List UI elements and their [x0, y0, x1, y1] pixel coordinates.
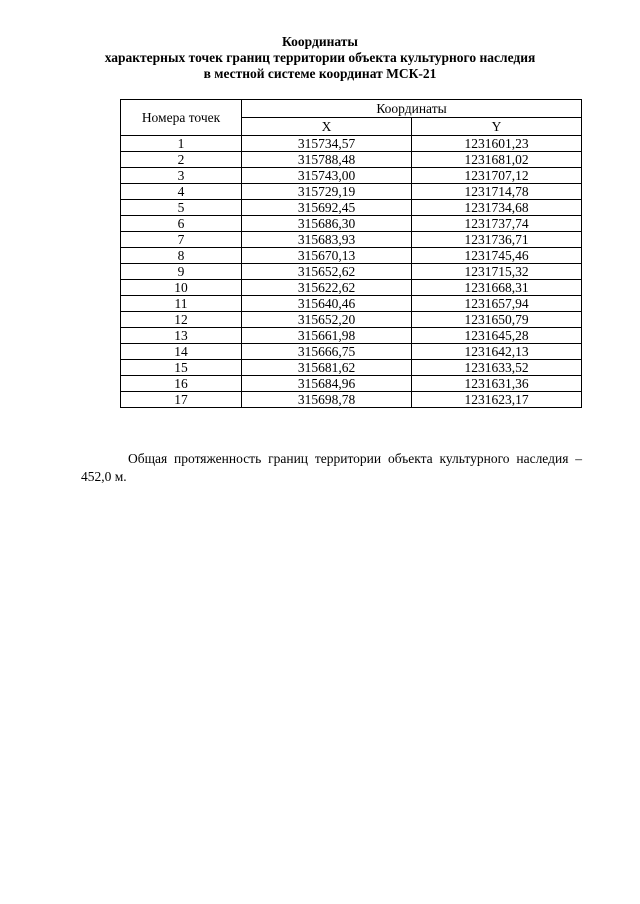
y-coordinate-cell: 1231736,71: [412, 232, 582, 248]
y-coordinate-cell: 1231707,12: [412, 168, 582, 184]
point-number-cell: 3: [121, 168, 242, 184]
point-number-cell: 4: [121, 184, 242, 200]
point-number-cell: 1: [121, 136, 242, 152]
point-number-cell: 14: [121, 344, 242, 360]
table-row: [121, 216, 582, 232]
point-number-cell: 8: [121, 248, 242, 264]
y-coordinate-cell: 1231734,68: [412, 200, 582, 216]
table-row: [121, 264, 582, 280]
y-coordinate-cell: 1231657,94: [412, 296, 582, 312]
table-body: [121, 136, 582, 408]
x-coordinate-cell: 315670,13: [242, 248, 412, 264]
table-row: [121, 152, 582, 168]
header-x: X: [242, 118, 412, 136]
table-row: [121, 296, 582, 312]
heading-subtitle-line: в местной системе координат МСК-21: [203, 66, 437, 81]
y-coordinate-cell: 1231681,02: [412, 152, 582, 168]
y-coordinate-cell: 1231642,13: [412, 344, 582, 360]
x-coordinate-cell: 315686,30: [242, 216, 412, 232]
table-row: [121, 392, 582, 408]
point-number-cell: 7: [121, 232, 242, 248]
point-number-cell: 11: [121, 296, 242, 312]
x-coordinate-cell: 315652,20: [242, 312, 412, 328]
x-coordinate-cell: 315681,62: [242, 360, 412, 376]
header-point-numbers: Номера точек: [121, 100, 242, 136]
table-row: [121, 328, 582, 344]
x-coordinate-cell: 315743,00: [242, 168, 412, 184]
x-coordinate-cell: 315683,93: [242, 232, 412, 248]
point-number-cell: 16: [121, 376, 242, 392]
point-number-cell: 10: [121, 280, 242, 296]
point-number-cell: 12: [121, 312, 242, 328]
x-coordinate-cell: 315640,46: [242, 296, 412, 312]
table-row: [121, 232, 582, 248]
y-coordinate-cell: 1231650,79: [412, 312, 582, 328]
y-coordinate-cell: 1231601,23: [412, 136, 582, 152]
point-number-cell: 2: [121, 152, 242, 168]
x-coordinate-cell: 315692,45: [242, 200, 412, 216]
table-row: [121, 376, 582, 392]
header-y: Y: [412, 118, 582, 136]
summary-paragraph: Общая протяженность границ территории объекта культурного наследия – 452,0 м.: [81, 450, 582, 484]
point-number-cell: 9: [121, 264, 242, 280]
point-number-cell: 5: [121, 200, 242, 216]
header-coordinates: Координаты: [242, 100, 582, 118]
x-coordinate-cell: 315788,48: [242, 152, 412, 168]
x-coordinate-cell: 315661,98: [242, 328, 412, 344]
table-row: [121, 312, 582, 328]
table-row: [121, 360, 582, 376]
heading-subtitle-line: характерных точек границ территории объекта культурного наследия: [104, 50, 536, 65]
table-header-row: [121, 100, 582, 118]
coordinates-table: [120, 99, 582, 408]
table-row: [121, 280, 582, 296]
table-row: [121, 136, 582, 152]
table-row: [121, 168, 582, 184]
x-coordinate-cell: 315666,75: [242, 344, 412, 360]
point-number-cell: 15: [121, 360, 242, 376]
table-row: [121, 248, 582, 264]
y-coordinate-cell: 1231745,46: [412, 248, 582, 264]
x-coordinate-cell: 315734,57: [242, 136, 412, 152]
y-coordinate-cell: 1231645,28: [412, 328, 582, 344]
y-coordinate-cell: 1231633,52: [412, 360, 582, 376]
y-coordinate-cell: 1231715,32: [412, 264, 582, 280]
point-number-cell: 13: [121, 328, 242, 344]
point-number-cell: 6: [121, 216, 242, 232]
x-coordinate-cell: 315652,62: [242, 264, 412, 280]
table-row: [121, 184, 582, 200]
point-number-cell: 17: [121, 392, 242, 408]
heading-title: Координаты: [282, 34, 358, 49]
y-coordinate-cell: 1231714,78: [412, 184, 582, 200]
table-row: [121, 200, 582, 216]
y-coordinate-cell: 1231668,31: [412, 280, 582, 296]
x-coordinate-cell: 315698,78: [242, 392, 412, 408]
x-coordinate-cell: 315684,96: [242, 376, 412, 392]
y-coordinate-cell: 1231623,17: [412, 392, 582, 408]
table-header: [121, 100, 582, 136]
x-coordinate-cell: 315729,19: [242, 184, 412, 200]
y-coordinate-cell: 1231631,36: [412, 376, 582, 392]
table-row: [121, 344, 582, 360]
document-heading: [0, 34, 640, 82]
y-coordinate-cell: 1231737,74: [412, 216, 582, 232]
x-coordinate-cell: 315622,62: [242, 280, 412, 296]
